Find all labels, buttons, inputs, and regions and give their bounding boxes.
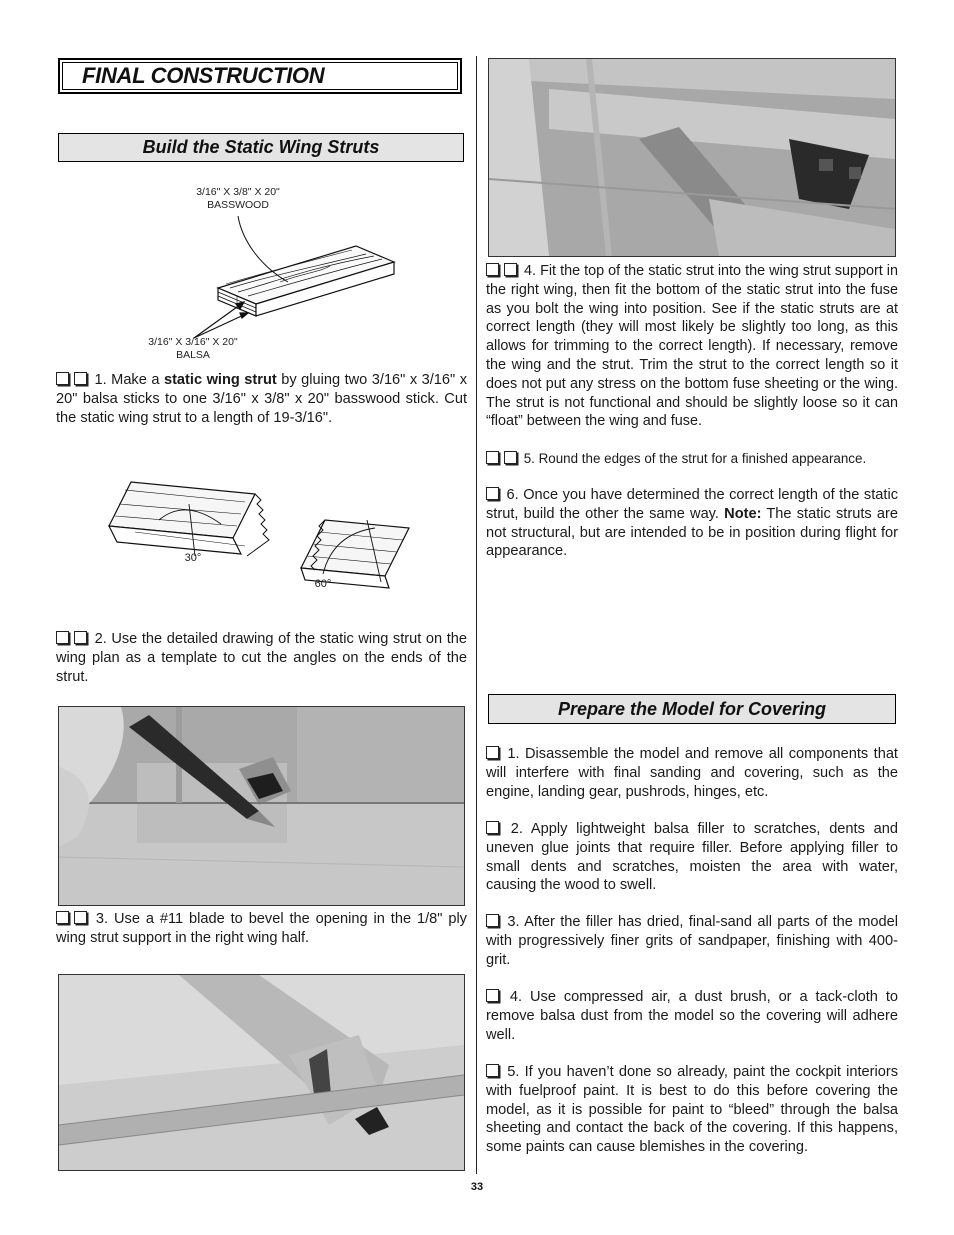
covering-step-1 (486, 745, 898, 801)
checkbox-icon[interactable] (56, 631, 69, 644)
step-1-text-end: by gluing two 3/16" x 3/16" x 20" balsa sticks to one 3/16" x 3/8" x 20" basswood stick. Cut the static wing strut to a length of 19-3/16". (56, 372, 468, 426)
covering-step-1-text: 1. Disassemble the model and remove all components that will interfere with final sanding and covering, such as the engine, landing gear, pushrods, hinges, etc. (486, 746, 898, 800)
covering-step-3-text: 3. After the filler has dried, final-sand all parts of the model with progressively finer grits of sandpaper, finishing with 400-grit. (486, 914, 898, 968)
covering-step-4 (486, 988, 898, 1044)
checkbox-icon[interactable] (486, 989, 499, 1002)
strut-angle-diagram (105, 470, 425, 600)
checkbox-icon[interactable] (74, 372, 87, 385)
checkbox-icon[interactable] (486, 746, 499, 759)
step-6-text-start: 6. Once you have determined the correct length of the static strut, build the other the same way. (486, 487, 898, 522)
step-6-text-end: The static struts are not structural, but are intended to be in position during flight for appearance. (486, 505, 898, 560)
section-heading-struts-text: Build the Static Wing Struts (142, 137, 380, 157)
checkbox-icon[interactable] (486, 263, 499, 276)
photo-strut-support (58, 974, 465, 1171)
step-1 (56, 371, 467, 427)
checkbox-icon[interactable] (486, 487, 499, 500)
basswood-label-material: BASSWOOD (207, 199, 269, 211)
step-1-text-start: 1. Make a (94, 372, 164, 388)
step-3 (56, 910, 467, 948)
strut-lamination-diagram (130, 210, 430, 350)
step-1-bold-term: static wing strut (163, 372, 277, 388)
step-2-text: 2. Use the detailed drawing of the static wing strut on the wing plan as a template to cut the angles on the ends of the strut. (56, 631, 467, 685)
step-6-note: Note: (724, 505, 762, 522)
step-5-text: 5. Round the edges of the strut for a finished appearance. (523, 451, 867, 466)
column-divider (476, 56, 477, 1174)
checkbox-icon[interactable] (486, 1064, 499, 1077)
balsa-label-material: BALSA (176, 349, 210, 361)
covering-step-5-text: 5. If you haven’t done so already, paint the cockpit interiors with fuelproof paint. It is best to do this before covering the model, as it is possible for paint to “bleed” through the balsa sheeting and contact the back of the covering. If this happens, some paints can cause blemishes in the covering. (486, 1064, 898, 1156)
step-6 (486, 486, 898, 561)
covering-step-5 (486, 1063, 898, 1157)
basswood-label (170, 186, 306, 212)
angle-60-label: 60° (314, 578, 332, 590)
checkbox-icon[interactable] (486, 451, 499, 464)
angle-30-label: 30° (184, 552, 202, 564)
checkbox-icon[interactable] (74, 631, 87, 644)
covering-step-4-text: 4. Use compressed air, a dust brush, or a tack-cloth to remove balsa dust from the model so the covering will adhere well. (486, 989, 898, 1043)
checkbox-icon[interactable] (486, 914, 499, 927)
checkbox-icon[interactable] (504, 263, 517, 276)
checkbox-icon[interactable] (486, 821, 499, 834)
checkbox-icon[interactable] (504, 451, 517, 464)
step-4 (486, 262, 898, 431)
checkbox-icon[interactable] (56, 372, 69, 385)
checkbox-icon[interactable] (74, 911, 87, 924)
basswood-label-dims: 3/16" X 3/8" X 20" (196, 186, 280, 198)
covering-step-2-text: 2. Apply lightweight balsa filler to scratches, dents and uneven glue joints that require filler. Before applying filler to small dents and scratches, moisten the area with water, causing the wood to swell. (486, 821, 898, 894)
step-5 (486, 450, 906, 469)
section-heading-covering (488, 694, 896, 724)
page-title-box (58, 58, 462, 94)
page-number: 33 (470, 1181, 484, 1193)
balsa-label-dims: 3/16" X 3/16" X 20" (148, 336, 238, 348)
covering-step-3 (486, 913, 898, 969)
section-heading-struts (58, 133, 464, 162)
page-title: FINAL CONSTRUCTION (82, 63, 325, 88)
photo-bevel-opening (58, 706, 465, 906)
step-2 (56, 630, 467, 686)
photo-strut-installed (488, 58, 896, 257)
covering-step-2 (486, 820, 898, 895)
balsa-label (130, 336, 256, 362)
section-heading-covering-text: Prepare the Model for Covering (557, 698, 827, 719)
checkbox-icon[interactable] (56, 911, 69, 924)
step-3-text: 3. Use a #11 blade to bevel the opening in the 1/8" ply wing strut support in the right wing half. (56, 911, 467, 946)
step-4-text: 4. Fit the top of the static strut into the wing strut support in the right wing, then fit the bottom of the static strut into the fuse as you bolt the wing into position. See if the static struts are at correct length (they will most likely be slightly too long, as this allows for trimming to the correct length). If necessary, remove the wing and the strut. Trim the strut to the correct length so it does not put any stress on the bottom fuse sheeting or the wing. The strut is not functional and should be slightly loose so it can “float” between the wing and fuse. (486, 263, 898, 430)
